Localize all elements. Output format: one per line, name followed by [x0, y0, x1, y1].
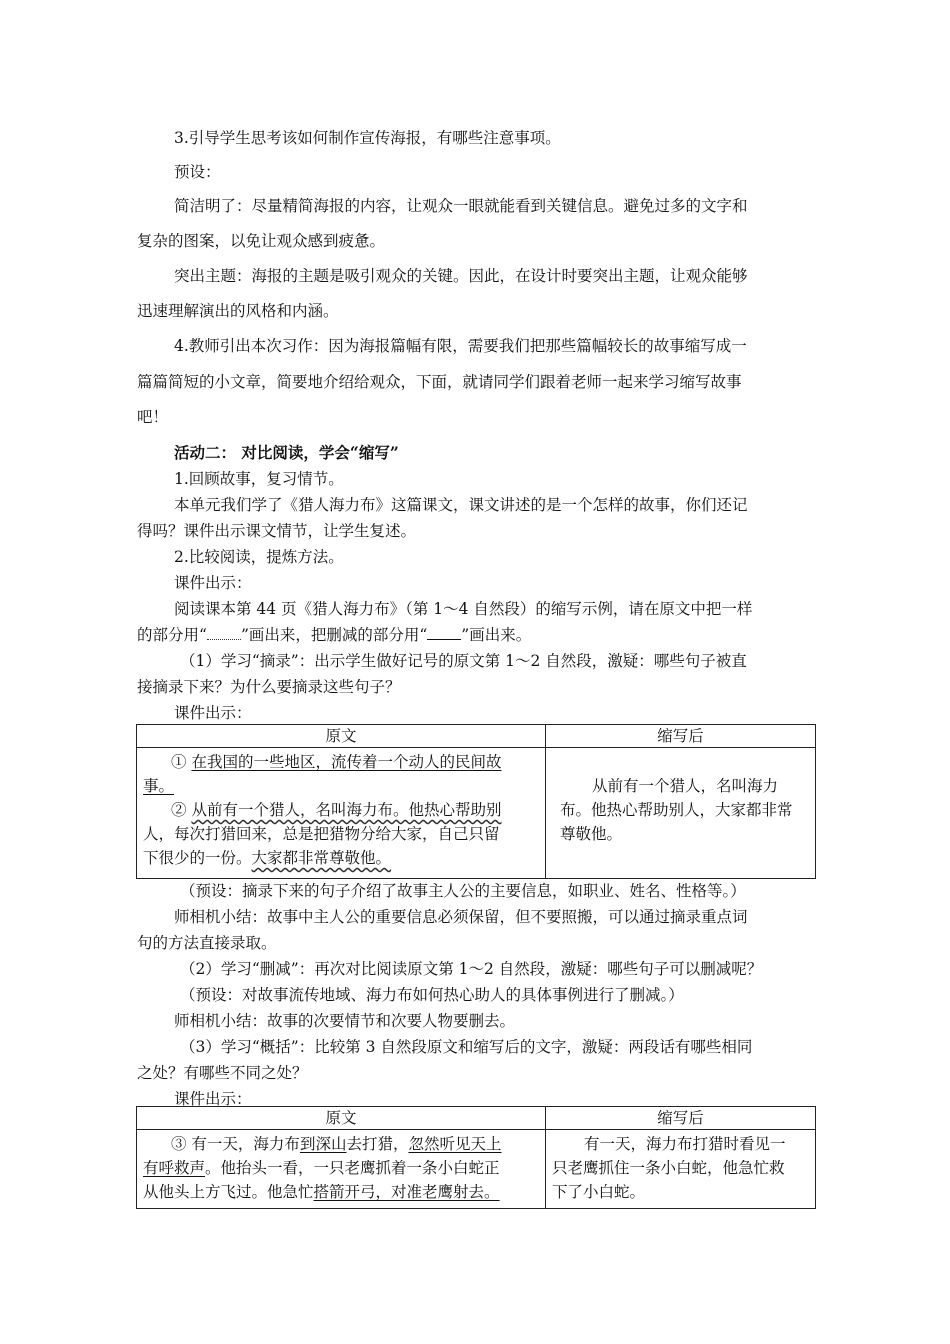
reading-instruction-line2: [137, 625, 531, 645]
learn-excerpt-line1: （1）学习“摘录”：出示学生做好记号的原文第 1～2 自然段，激疑：哪些句子被直: [180, 652, 747, 670]
reading-instruction-line1: 阅读课本第 44 页《猎人海力布》（第 1～4 自然段）的缩写示例，请在原文中把一样: [174, 600, 753, 618]
table1-header-condensed: 缩写后: [546, 725, 816, 748]
comparison-table-2: [136, 1106, 816, 1209]
table1-header-original: 原文: [137, 725, 546, 748]
concise-paragraph-line2: 复杂的图案，以免让观众感到疲惫。: [137, 232, 386, 250]
table1-orig-line4: 人，每次打猎回来，总是把猎物分给大家，自己只留: [143, 825, 500, 843]
theme-paragraph-line1: 突出主题：海报的主题是吸引观众的关键。因此，在设计时要突出主题，让观众能够: [174, 267, 748, 285]
activity2-step1-text-line2: 得吗？课件出示课文情节，让学生复述。: [137, 522, 417, 540]
summary2: 师相机小结：故事的次要情节和次要人物要删去。: [174, 1012, 516, 1030]
preset-excerpt: （预设：摘录下来的句子介绍了故事主人公的主要信息，如职业、姓名、性格等。）: [180, 882, 746, 900]
step4-paragraph-line3: 吧！: [137, 408, 169, 426]
table1-orig-line3: ② 从前有一个猎人，名叫海力布。他热心帮助别: [171, 801, 502, 819]
table2-header-condensed: 缩写后: [546, 1107, 816, 1130]
reading-instruction-part-a: 的部分用“: [137, 626, 207, 644]
concise-paragraph-line1: 简洁明了：尽量精简海报的内容，让观众一眼就能看到关键信息。避免过多的文字和: [174, 197, 748, 215]
table2-orig-line1: ③ 有一天，海力布到深山去打猎，忽然听见天上: [171, 1135, 502, 1153]
learn-summarize-line2: 之处？有哪些不同之处？: [137, 1064, 308, 1082]
table2-orig-line2: 有呼救声。他抬头一看，一只老鹰抓着一条小白蛇正: [143, 1159, 500, 1177]
straight-line-mark: [427, 625, 461, 640]
table2-original-cell: [137, 1130, 546, 1209]
learn-delete: （2）学习“删减”：再次对比阅读原文第 1～2 自然段，激疑：哪些句子可以删减呢？: [180, 960, 763, 978]
table1-cond-line3: 尊敬他。: [560, 825, 623, 843]
preset-label: 预设：: [174, 163, 221, 181]
reading-instruction-part-c: ”画出来。: [461, 626, 532, 644]
table2-cond-line1: 有一天，海力布打猎时看见一: [584, 1135, 786, 1153]
table2-cond-line3: 下了小白蛇。: [552, 1183, 646, 1201]
activity2-step1: 1.回顾故事，复习情节。: [174, 470, 344, 488]
table1-orig-line5: 下很少的一份。大家都非常尊敬他。: [143, 849, 392, 867]
courseware-label-2: 课件出示：: [174, 704, 252, 722]
table1-cond-line1: 从前有一个猎人，名叫海力: [592, 777, 779, 795]
learn-summarize-line1: （3）学习“概括”：比较第 3 自然段原文和缩写后的文字，激疑：两段话有哪些相同: [180, 1038, 753, 1056]
table1-orig-line2: 事。: [143, 777, 175, 795]
activity2-step1-text-line1: 本单元我们学了《猎人海力布》这篇课文，课文讲述的是一个怎样的故事，你们还记: [174, 496, 748, 514]
table1-original-cell: [137, 748, 546, 879]
activity2-heading: 活动二： 对比阅读，学会“缩写”: [174, 443, 399, 462]
courseware-label-3: 课件出示：: [174, 1090, 252, 1108]
theme-paragraph-line2: 迅速理解演出的风格和内涵。: [137, 302, 339, 320]
table1-orig-line1: ① 在我国的一些地区，流传着一个动人的民间故: [171, 753, 502, 771]
wavy-line-mark: [207, 625, 241, 640]
reading-instruction-part-b: ”画出来，把删减的部分用“: [240, 626, 428, 644]
table2-orig-line3: 从他头上方飞过。他急忙搭箭开弓，对准老鹰射去。: [143, 1183, 500, 1201]
preset-delete: （预设：对故事流传地域、海力布如何热心助人的具体事例进行了删减。）: [180, 986, 684, 1004]
table1-condensed-cell: [546, 748, 816, 879]
courseware-label-1: 课件出示：: [174, 574, 252, 592]
activity2-step2: 2.比较阅读，提炼方法。: [174, 548, 344, 566]
table1-cond-line2: 布。他热心帮助别人，大家都非常: [560, 801, 793, 819]
learn-excerpt-line2: 接摘录下来？为什么要摘录这些句子？: [137, 678, 401, 696]
summary1-line2: 句的方法直接录取。: [137, 934, 277, 952]
step3-paragraph: 3.引导学生思考该如何制作宣传海报，有哪些注意事项。: [174, 129, 561, 147]
table2-cond-line2: 只老鹰抓住一条小白蛇，他急忙救: [552, 1159, 785, 1177]
step4-paragraph-line2: 篇篇简短的小文章，简要地介绍给观众，下面，就请同学们跟着老师一起来学习缩写故事: [137, 373, 742, 391]
summary1-line1: 师相机小结：故事中主人公的重要信息必须保留，但不要照搬，可以通过摘录重点词: [174, 908, 748, 926]
comparison-table-1: [136, 724, 816, 879]
table2-header-original: 原文: [137, 1107, 546, 1130]
step4-paragraph-line1: 4.教师引出本次习作：因为海报篇幅有限，需要我们把那些篇幅较长的故事缩写成一: [174, 337, 747, 355]
table2-condensed-cell: [546, 1130, 816, 1209]
